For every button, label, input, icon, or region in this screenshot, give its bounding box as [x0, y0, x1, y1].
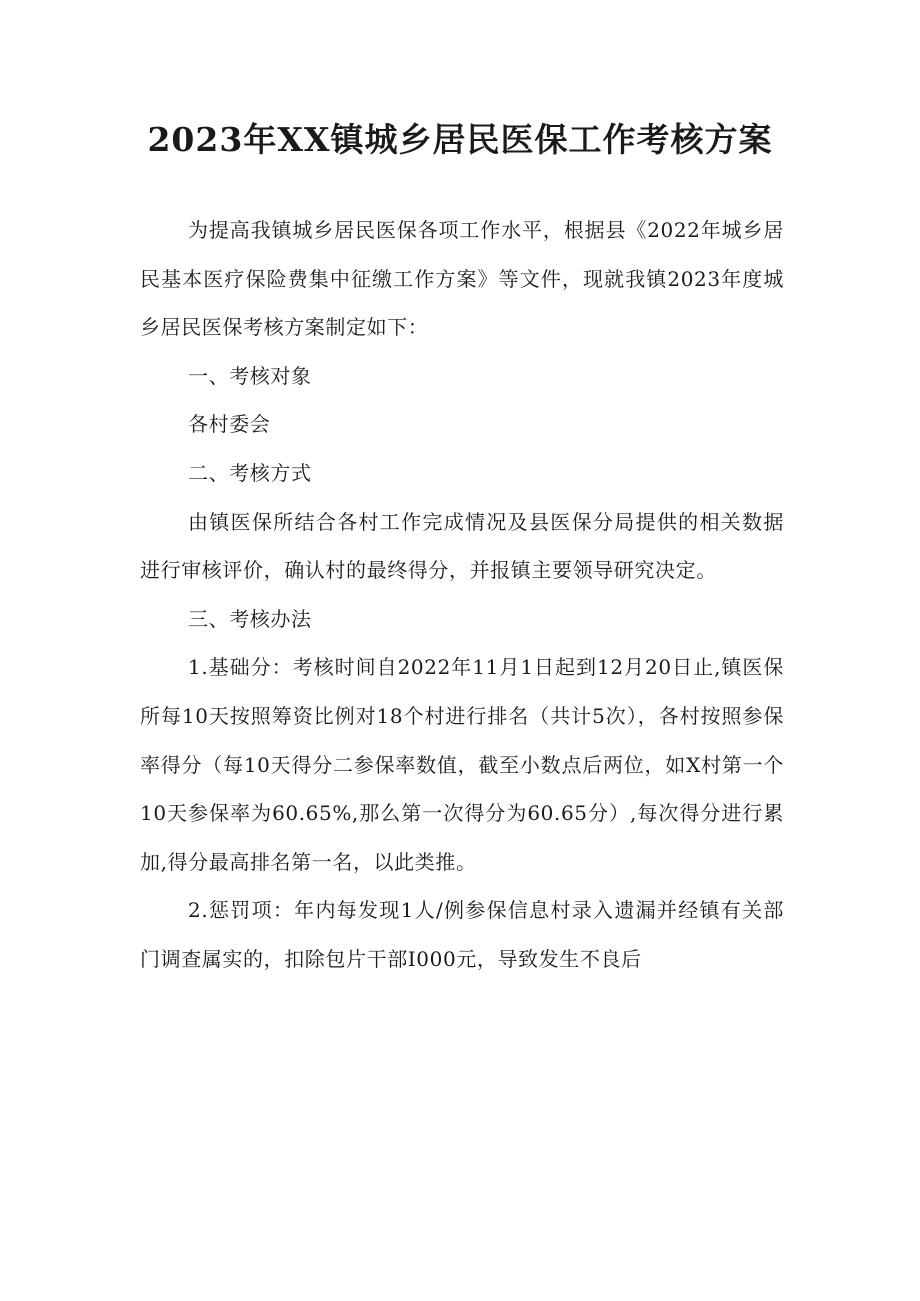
basic-score-paragraph: 1.基础分：考核时间自2022年11月1日起到12月20日止,镇医保所每10天按照筹资比例对18个村进行排名（共计5次），各村按照参保率得分（每10天得分二参保率数值，截至小数点后两位，如X村第一个10天参保率为60.65%,那么第一次得分为60.65分）,每次得分进行累加,得分最高排名第一名，以此类推。	[140, 655, 784, 874]
document-body	[140, 206, 784, 984]
intro-paragraph: 为提高我镇城乡居民医保各项工作水平，根据县《2022年城乡居民基本医疗保险费集中征缴工作方案》等文件，现就我镇2023年度城乡居民医保考核方案制定如下：	[140, 218, 784, 340]
section-heading-assessment-method: 二、考核方式	[188, 460, 312, 485]
section-heading-assessment-rules: 三、考核办法	[188, 606, 312, 631]
penalty-paragraph: 2.惩罚项：年内每发现1人/例参保信息村录入遗漏并经镇有关部门调查属实的，扣除包片干部I000元，导致发生不良后	[140, 898, 784, 971]
assessment-target-text: 各村委会	[188, 412, 271, 437]
document-title: 2023年XX镇城乡居民医保工作考核方案	[147, 120, 773, 159]
assessment-method-paragraph: 由镇医保所结合各村工作完成情况及县医保分局提供的相关数据进行审核评价，确认村的最终得分，并报镇主要领导研究决定。	[140, 509, 784, 583]
section-heading-assessment-target: 一、考核对象	[188, 363, 312, 388]
